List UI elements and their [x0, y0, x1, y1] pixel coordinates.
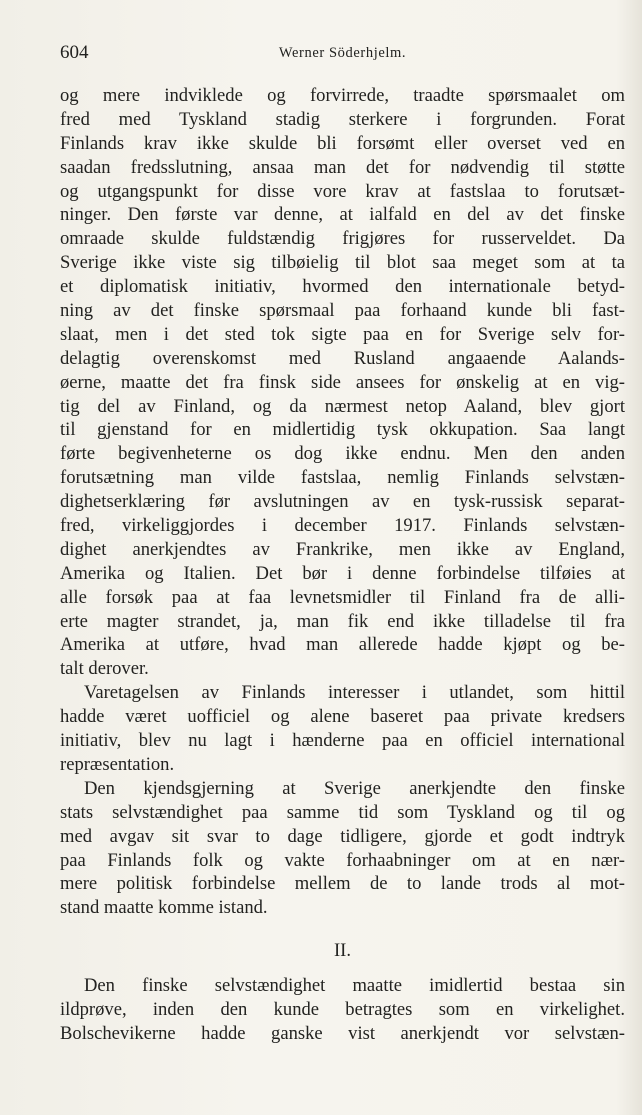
- text-line: Den finske selvstændighet maatte imidlertid bestaa sin: [84, 975, 625, 997]
- paragraph-2: [60, 681, 625, 777]
- spacer: [60, 920, 625, 928]
- text-line: hadde været uofficiel og alene baseret paa private kredsers: [60, 706, 625, 728]
- page-number: 604: [60, 42, 89, 63]
- text-line: saadan fredsslutning, ansaa man det for nødvendig til støtte: [60, 156, 625, 178]
- text-line: med avgav sit svar to dage tidligere, gjorde et godt indtryk: [60, 825, 625, 847]
- paragraph-1: [60, 84, 625, 681]
- text-line: stats selvstændighet paa samme tid som Tyskland og til og: [60, 801, 625, 823]
- text-line: Sverige ikke viste sig tilbøielig til blot saa meget som at ta: [60, 252, 625, 274]
- text-line: forutsætning man vilde fastslaa, nemlig Finlands selvstæn-: [60, 467, 625, 489]
- text-line: stand maatte komme istand.: [60, 897, 268, 919]
- text-line: tig del av Finland, og da nærmest netop Aaland, blev gjort: [60, 395, 625, 417]
- paragraph-3: [60, 777, 625, 920]
- text-line: erte magter strandet, ja, man fik end ikke tilladelse til fra: [60, 610, 625, 632]
- text-line: omraade skulde fuldstændig frigjøres for russerveldet. Da: [60, 228, 625, 250]
- text-line: og utgangspunkt for disse vore krav at fastslaa to forutsæt-: [60, 180, 625, 202]
- text-line: et diplomatisk initiativ, hvormed den internationale betyd-: [60, 276, 625, 298]
- text-line: repræsentation.: [60, 753, 175, 775]
- text-line: fred, virkeliggjordes i december 1917. Finlands selvstæn-: [60, 515, 625, 537]
- section-heading: II.: [333, 940, 352, 962]
- text-line: alle forsøk paa at faa levnetsmidler til Finland fra de alli-: [60, 586, 625, 608]
- text-line: mere politisk forbindelse mellem de to lande trods al mot-: [60, 873, 625, 895]
- text-line: Amerika og Italien. Det bør i denne forbindelse tilføies at: [60, 562, 625, 584]
- text-line: delagtig overenskomst med Rusland angaaende Aalands-: [60, 347, 625, 369]
- paragraph-4: [60, 974, 625, 1046]
- text-line: ninger. Den første var denne, at ialfald en del av det finske: [60, 204, 625, 226]
- text-line: øerne, maatte det fra finsk side ansees for ønskelig at en vig-: [60, 371, 625, 393]
- text-line: initiativ, blev nu lagt i hænderne paa en officiel international: [60, 730, 625, 752]
- text-line: Amerika at utføre, hvad man allerede hadde kjøpt og be-: [60, 634, 625, 656]
- text-line: Den kjendsgjerning at Sverige anerkjendte den finske: [84, 777, 625, 799]
- text-line: slaat, men i det sted tok sigte paa en for Sverige selv for-: [60, 323, 625, 345]
- text-line: til gjenstand for en midlertidig tysk okkupation. Saa langt: [60, 419, 625, 441]
- text-line: ning av det finske spørsmaal paa forhaand kunde bli fast-: [60, 300, 625, 322]
- text-line: og mere indviklede og forvirrede, traadte spørsmaalet om: [60, 85, 625, 106]
- text-line: fred med Tyskland stadig sterkere i forgrunden. Forat: [60, 108, 625, 130]
- text-line: Bolschevikerne hadde ganske vist anerkjendt vor selvstæn-: [60, 1022, 625, 1044]
- page-header: [60, 42, 625, 66]
- text-line: paa Finlands folk og vakte forhaabninger om at en nær-: [60, 849, 625, 871]
- text-line: Varetagelsen av Finlands interesser i utlandet, som hittil: [84, 682, 625, 704]
- text-line: førte begivenheterne os dog ikke endnu. Men den anden: [60, 443, 625, 465]
- page-body: [60, 84, 625, 1046]
- running-head: Werner Söderhjelm.: [278, 45, 407, 61]
- text-line: talt derover.: [60, 658, 149, 680]
- text-line: dighet anerkjendtes av Frankrike, men ikke av England,: [60, 538, 625, 560]
- text-line: dighetserklæring før avslutningen av en tysk-russisk separat-: [60, 491, 625, 513]
- text-line: ildprøve, inden den kunde betragtes som en virkelighet.: [60, 999, 625, 1021]
- text-line: Finlands krav ikke skulde bli forsømt eller overset ved en: [60, 132, 625, 154]
